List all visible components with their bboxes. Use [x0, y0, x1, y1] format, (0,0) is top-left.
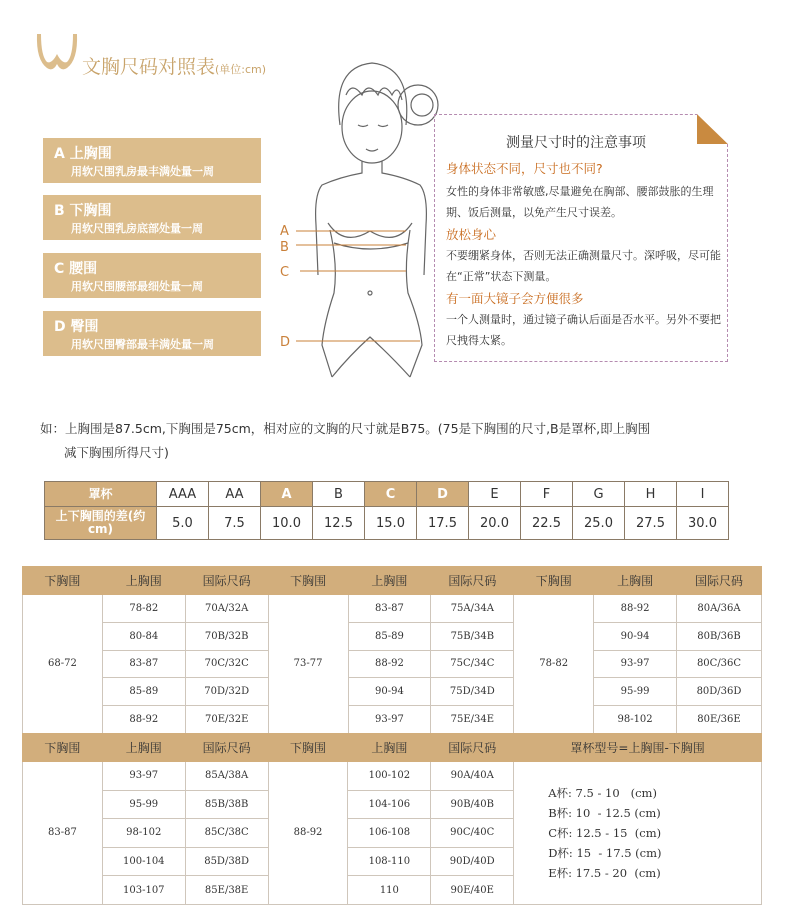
- intl-size: 85A/38A: [185, 762, 268, 791]
- cup-diff-value: 10.0: [261, 507, 313, 540]
- bust-range: 93-97: [594, 650, 677, 678]
- cup-g: G: [573, 482, 625, 507]
- column-header: 下胸围: [23, 734, 103, 762]
- bust-range: 103-107: [102, 876, 185, 905]
- intl-size: 90D/40D: [431, 847, 514, 876]
- bust-range: 108-110: [348, 847, 431, 876]
- cup-diff-value: 22.5: [521, 507, 573, 540]
- intl-size: 70C/32C: [185, 650, 268, 678]
- intl-size: 75E/34E: [431, 706, 514, 734]
- intl-size: 80E/36E: [677, 706, 762, 734]
- note-heading: 有一面大镜子会方便很多: [446, 291, 584, 306]
- bust-range: 85-89: [348, 622, 431, 650]
- bust-range: 110: [348, 876, 431, 905]
- column-header: 国际尺码: [677, 567, 762, 595]
- card-waist: [43, 253, 261, 298]
- bust-range: 83-87: [348, 595, 431, 623]
- column-header: 上胸围: [594, 567, 677, 595]
- bra-logo-icon: [33, 32, 81, 74]
- cup-diff-value: 17.5: [417, 507, 469, 540]
- cup-info-line: C杯: 12.5 - 15 (cm): [548, 825, 662, 840]
- intl-size: 75B/34B: [431, 622, 514, 650]
- intl-size: 80B/36B: [677, 622, 762, 650]
- column-header: 国际尺码: [185, 567, 268, 595]
- cup-info-line: D杯: 15 - 17.5 (cm): [548, 845, 662, 860]
- column-header: 国际尺码: [431, 734, 514, 762]
- card-title: A 上胸围: [54, 146, 112, 162]
- card-desc: 用软尺围腰部最细处量一周: [71, 280, 203, 293]
- underbust-range: 73-77: [268, 595, 348, 734]
- note-body: 一个人测量时，通过镜子确认后面是否水平。另外不要把尺拽得太紧。: [446, 313, 721, 347]
- column-header: 下胸围: [268, 734, 348, 762]
- column-header: 国际尺码: [431, 567, 514, 595]
- intl-size: 85D/38D: [185, 847, 268, 876]
- cup-d: D: [417, 482, 469, 507]
- column-header: 下胸围: [23, 567, 103, 595]
- bust-range: 93-97: [102, 762, 185, 791]
- card-desc: 用软尺围臀部最丰满处量一周: [71, 338, 214, 351]
- underbust-range: 83-87: [23, 762, 103, 905]
- cup-a: A: [261, 482, 313, 507]
- card-title: D 臀围: [54, 319, 99, 335]
- unit-label: (单位:cm): [215, 63, 267, 76]
- bust-range: 90-94: [348, 678, 431, 706]
- card-desc: 用软尺围乳房底部处量一周: [71, 222, 203, 235]
- page-title: 文胸尺码对照表(单位:cm): [82, 56, 267, 78]
- column-header: 下胸围: [514, 567, 594, 595]
- bust-range: 85-89: [102, 678, 185, 706]
- letter-b: B: [280, 240, 289, 255]
- corner-fold-icon: [697, 114, 728, 144]
- example-paragraph: 如：上胸围是87.5cm,下胸围是75cm，相对应的文胸的尺寸就是B75。(75是下胸围的尺寸,B是罩杯,即上胸围 减下胸围所得尺寸): [40, 421, 651, 460]
- card-bust: [43, 138, 261, 183]
- size-table-1: [22, 566, 762, 734]
- intl-size: 85C/38C: [185, 819, 268, 848]
- intl-size: 80D/36D: [677, 678, 762, 706]
- cup-diff-value: 20.0: [469, 507, 521, 540]
- intl-size: 90A/40A: [431, 762, 514, 791]
- cup-f: F: [521, 482, 573, 507]
- intl-size: 75C/34C: [431, 650, 514, 678]
- intl-size: 90B/40B: [431, 790, 514, 819]
- notes-box: [434, 114, 728, 362]
- cup-h: H: [625, 482, 677, 507]
- intl-size: 70D/32D: [185, 678, 268, 706]
- column-header: 上胸围: [348, 567, 431, 595]
- intl-size: 85B/38B: [185, 790, 268, 819]
- column-header: 上胸围: [102, 567, 185, 595]
- intl-size: 75D/34D: [431, 678, 514, 706]
- cup-i: I: [677, 482, 729, 507]
- cup-diff-value: 25.0: [573, 507, 625, 540]
- cup-info-line: E杯: 17.5 - 20 (cm): [548, 865, 661, 880]
- cup-diff-value: 5.0: [157, 507, 209, 540]
- column-header: 上胸围: [102, 734, 185, 762]
- cup-aaa: AAA: [157, 482, 209, 507]
- bust-range: 104-106: [348, 790, 431, 819]
- bust-range: 88-92: [348, 650, 431, 678]
- intl-size: 85E/38E: [185, 876, 268, 905]
- cup-info-line: B杯: 10 - 12.5 (cm): [548, 805, 661, 820]
- card-desc: 用软尺围乳房最丰满处量一周: [71, 165, 214, 178]
- underbust-range: 78-82: [514, 595, 594, 734]
- note-body: 女性的身体非常敏感,尽量避免在胸部、腰部鼓胀的生理期、饭后测量，以免产生尺寸误差。: [446, 185, 714, 219]
- letter-c: C: [280, 265, 290, 280]
- cup-info-line: A杯: 7.5 - 10 (cm): [548, 785, 657, 800]
- bust-range: 95-99: [594, 678, 677, 706]
- bust-range: 80-84: [102, 622, 185, 650]
- bust-range: 88-92: [102, 706, 185, 734]
- size-table-2: [22, 733, 762, 905]
- card-hip: [43, 311, 261, 356]
- bust-range: 98-102: [102, 819, 185, 848]
- cup-difference-table: [44, 481, 729, 540]
- cup-b: B: [313, 482, 365, 507]
- underbust-range: 68-72: [23, 595, 103, 734]
- card-underbust: [43, 195, 261, 240]
- cup-diff-value: 12.5: [313, 507, 365, 540]
- intl-size: 70A/32A: [185, 595, 268, 623]
- bust-range: 78-82: [102, 595, 185, 623]
- intl-size: 70E/32E: [185, 706, 268, 734]
- cup-diff-value: 30.0: [677, 507, 729, 540]
- card-title: B 下胸围: [54, 203, 112, 219]
- cup-e: E: [469, 482, 521, 507]
- intl-size: 70B/32B: [185, 622, 268, 650]
- intl-size: 80C/36C: [677, 650, 762, 678]
- bust-range: 83-87: [102, 650, 185, 678]
- letter-a: A: [280, 224, 289, 239]
- cup-diff-value: 27.5: [625, 507, 677, 540]
- bust-range: 95-99: [102, 790, 185, 819]
- underbust-range: 88-92: [268, 762, 348, 905]
- bust-range: 106-108: [348, 819, 431, 848]
- bust-range: 100-104: [102, 847, 185, 876]
- bust-range: 88-92: [594, 595, 677, 623]
- column-header: 上胸围: [348, 734, 431, 762]
- card-title: C 腰围: [54, 261, 98, 277]
- column-header: 国际尺码: [185, 734, 268, 762]
- bust-range: 100-102: [348, 762, 431, 791]
- bust-range: 93-97: [348, 706, 431, 734]
- intl-size: 90C/40C: [431, 819, 514, 848]
- cup-diff-value: 7.5: [209, 507, 261, 540]
- column-header: 下胸围: [268, 567, 348, 595]
- body-figure-illustration: [260, 55, 445, 385]
- letter-d: D: [280, 335, 291, 350]
- intl-size: 75A/34A: [431, 595, 514, 623]
- notes-title: 测量尺寸时的注意事项: [506, 135, 646, 151]
- note-heading: 身体状态不同，尺寸也不同?: [446, 161, 603, 176]
- note-heading: 放松身心: [446, 227, 497, 242]
- cup-diff-value: 15.0: [365, 507, 417, 540]
- row-label-diff: 上下胸围的差(约cm): [45, 507, 157, 540]
- note-body: 不要绷紧身体，否则无法正确测量尺寸。深呼吸，尽可能在“正常”状态下测量。: [446, 249, 721, 283]
- cup-info-list: [514, 762, 762, 905]
- cup-c: C: [365, 482, 417, 507]
- intl-size: 90E/40E: [431, 876, 514, 905]
- intl-size: 80A/36A: [677, 595, 762, 623]
- bust-range: 98-102: [594, 706, 677, 734]
- row-label-cup: 罩杯: [45, 482, 157, 507]
- cup-aa: AA: [209, 482, 261, 507]
- bust-range: 90-94: [594, 622, 677, 650]
- cup-info-title: 罩杯型号=上胸围-下胸围: [514, 734, 762, 762]
